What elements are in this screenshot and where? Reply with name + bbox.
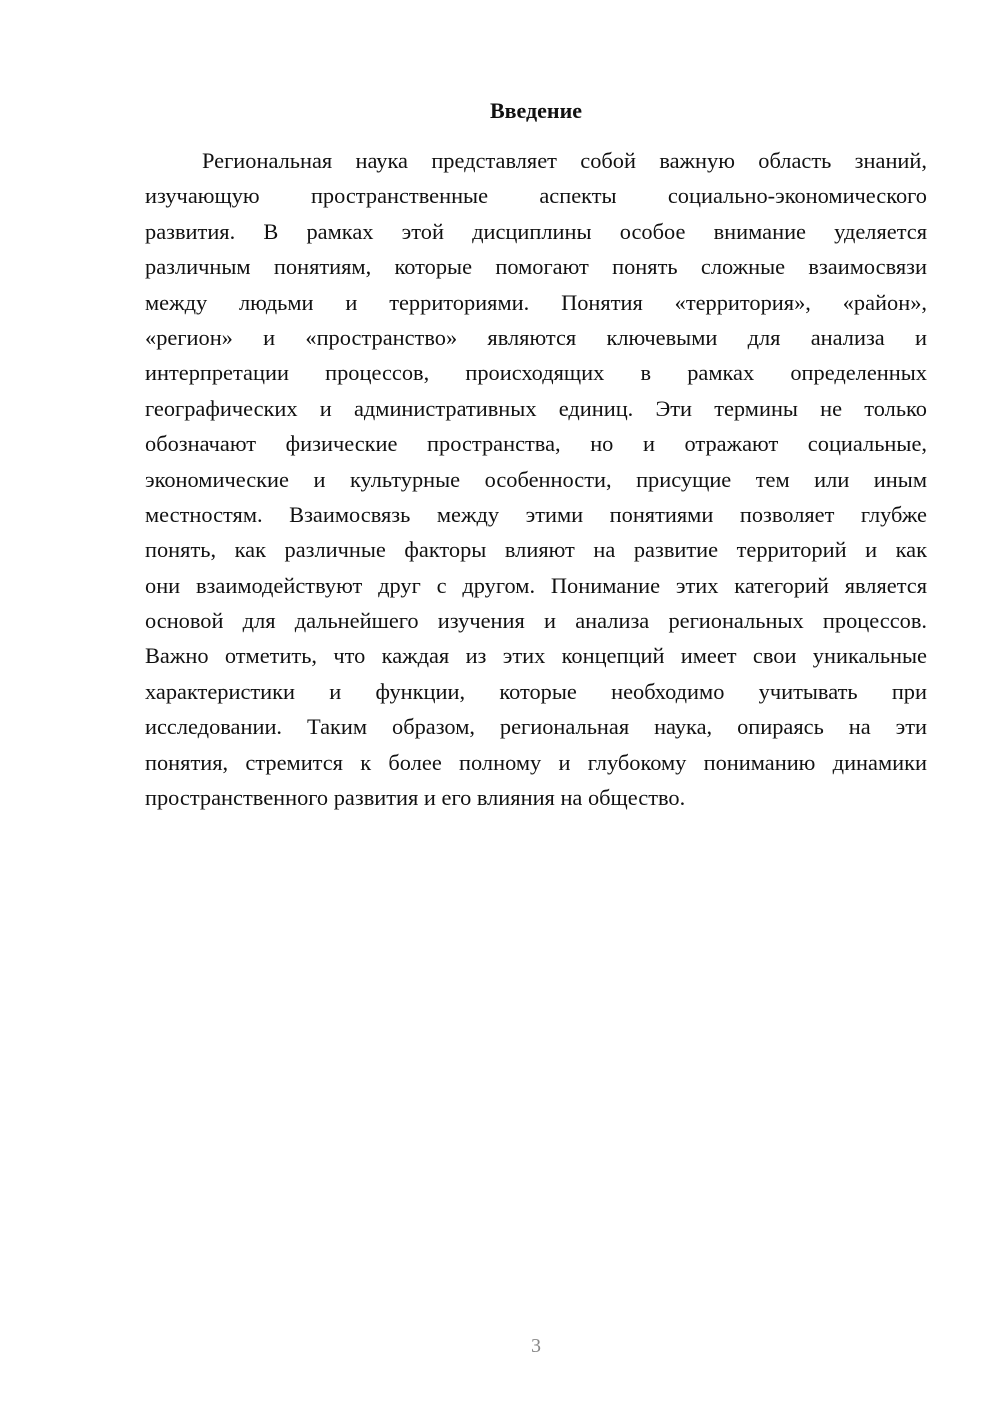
paragraph-line: они взаимодействуют друг с другом. Понимание этих категорий является	[145, 572, 927, 598]
paragraph-line: понятия, стремится к более полному и глубокому пониманию динамики	[145, 749, 927, 775]
paragraph-line: местностям. Взаимосвязь между этими понятиями позволяет глубже	[145, 501, 927, 527]
paragraph-line: развития. В рамках этой дисциплины особое внимание уделяется	[145, 218, 927, 244]
paragraph-line: интерпретации процессов, происходящих в рамках определенных	[145, 360, 927, 386]
body-paragraph	[145, 143, 927, 815]
paragraph-line: исследовании. Таким образом, региональная наука, опираясь на эти	[145, 714, 927, 740]
page-number: 3	[531, 1335, 541, 1357]
paragraph-line: «регион» и «пространство» являются ключевыми для анализа и	[145, 324, 927, 350]
paragraph-line: основой для дальнейшего изучения и анализа региональных процессов.	[145, 608, 927, 634]
section-heading: Введение	[489, 98, 583, 123]
paragraph-line: между людьми и территориями. Понятия «территория», «район»,	[145, 289, 927, 315]
paragraph-line: обозначают физические пространства, но и отражают социальные,	[145, 431, 927, 457]
paragraph-line: характеристики и функции, которые необходимо учитывать при	[145, 678, 927, 704]
paragraph-line: понять, как различные факторы влияют на развитие территорий и как	[145, 537, 927, 563]
paragraph-line: Важно отметить, что каждая из этих концепций имеет свои уникальные	[145, 643, 927, 669]
paragraph-line: экономические и культурные особенности, присущие тем или иным	[145, 466, 927, 492]
paragraph-line: изучающую пространственные аспекты социально-экономического	[145, 183, 927, 209]
paragraph-line: географических и административных единиц. Эти термины не только	[145, 395, 927, 421]
paragraph-line: пространственного развития и его влияния на общество.	[145, 785, 686, 811]
paragraph-line: различным понятиям, которые помогают понять сложные взаимосвязи	[145, 254, 927, 280]
paragraph-line: Региональная наука представляет собой важную область знаний,	[202, 148, 927, 173]
